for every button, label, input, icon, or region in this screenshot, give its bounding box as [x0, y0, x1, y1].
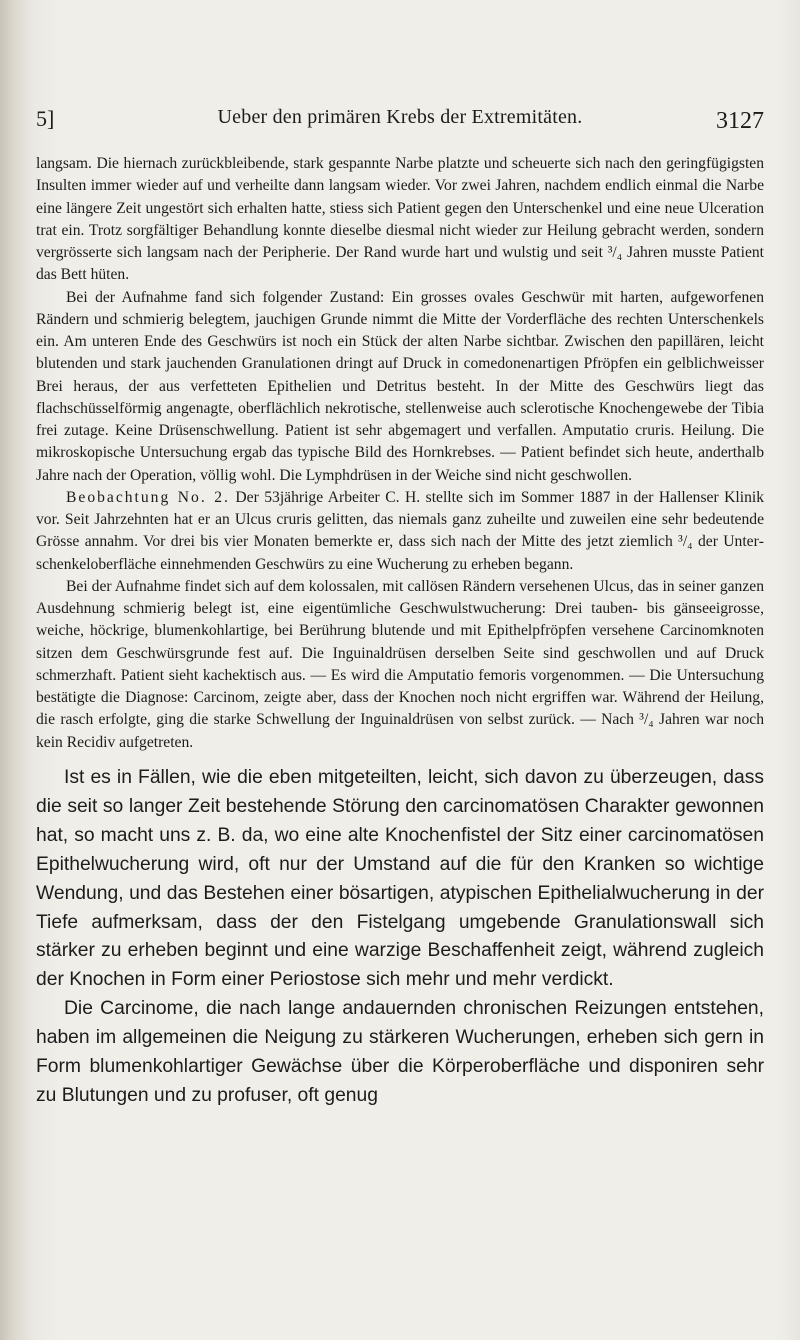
- paragraph-carcinomas: Die Carcinome, die nach lange andauernden chronischen Reizungen entstehen, haben im allgemeinen die Neigung zu stärkeren Wucherungen, erheben sich gern in Form blumenkohlartiger Gewächse über die Körperoberfläche und disponiren sehr zu Blutungen und zu profuser, oft genug: [36, 998, 764, 1106]
- paragraph-continuation: langsam. Die hiernach zurückbleibende, stark gespannte Narbe platzte und scheuerte sich nach den geringfügigsten Insulten immer wieder auf und verheilte dann langsam wieder. Vor zwei Jahren, nachdem endlich einmal die Narbe eine längere Zeit ungestört sich erhalten hatte, stiess sich Patient gegen den Unterschenkel und eine neue Ulceration trat ein. Trotz sorgfältiger Behandlung konnte dieselbe diesmal nicht wieder zur Heilung gebracht werden, sondern vergrösserte sich langsam nach der Peripherie. Der Rand wurde hart und wulstig und seit ³/₄ Jahren musste Patient das Bett hüten.: [36, 155, 764, 284]
- main-text: [36, 764, 764, 1111]
- observation-label: Beobachtung No. 2.: [66, 488, 230, 506]
- paragraph-admission: Bei der Aufnahme findet sich auf dem kolossalen, mit callösen Rändern versehenen Ulcus, das in seiner ganzen Ausdehnung schmierig belegt ist, eine eigentümliche Geschwulstwucherung: Drei tauben- bis gänseeigrosse, weiche, höckrige, blumenkohlartige, bei Berührung blutende und mit Epithelpfröpfen versehene Carcinomknoten sitzen dem Geschwürsgrunde fest auf. Die Inguinaldrüsen derselben Seite sind geschwollen und auf Druck schmerzhaft. Patient sieht kachektisch aus. — Es wird die Amputatio femoris vorgenommen. — Die Untersuchung bestätigte die Diagnose: Carcinom, zeigte aber, dass der Knochen noch nicht ergriffen war. Während der Heilung, die rasch erfolgte, ging die starke Schwellung der Inguinaldrüsen von selbst zurück. — Nach ³/₄ Jahren war noch kein Recidiv aufgetreten.: [36, 577, 764, 751]
- paragraph-findings: Bei der Aufnahme fand sich folgender Zustand: Ein grosses ovales Geschwür mit harten, aufgeworfenen Rändern und schmierig belegtem, jauchigen Grunde nimmt die Mitte der Vorderfläche des rechten Unterschenkels ein. Am unteren Ende des Geschwürs ist noch ein Stück der alten Narbe sichtbar. Zwischen den papillären, leicht blutenden und stark jauchenden Granulationen dringt auf Druck in comedonenartigen Pfröpfen ein gelblichweisser Brei heraus, der aus verfetteten Epithelien und Detritus besteht. In der Mitte des Geschwürs liegt das flachschüsselförmig angenagte, oberflächlich nekrotische, stellenweise auch sclerotische Knochengewebe der Tibia frei zutage. Keine Drüsenschwellung. Patient ist sehr abgemagert und verfallen. Amputatio cruris. Heilung. Die mikroskopische Untersuchung ergab das typische Bild des Hornkrebses. — Patient befindet sich heute, anderthalb Jahre nach der Operation, völlig wohl. Die Lymphdrüsen in der Weiche sind nicht geschwollen.: [36, 288, 764, 484]
- page-header: [36, 106, 764, 140]
- page-number: 3127: [716, 108, 764, 134]
- page-number-left: 5]: [36, 106, 55, 131]
- observation-text: Der 53jährige Arbeiter C. H. stellte sich im Sommer 1887 in der Hallenser Klinik vor. Seit Jahrzehnten hat er an Ulcus cruris gelitten, das niemals ganz zuheilte und zuweilen eine sehr bedeutende Grösse annahm. Vor drei bis vier Monaten bemerkte er, dass sich nach der Mitte des jetzt ziemlich ³/₄ der Unterschenkeloberfläche einnehmenden Geschwürs zu eine Wucherung zu erheben begann.: [36, 488, 764, 573]
- case-report-text: [36, 153, 764, 754]
- running-title: Ueber den primären Krebs der Extremitäten.: [217, 106, 583, 128]
- paragraph-discussion: Ist es in Fällen, wie die eben mitgeteilten, leicht, sich davon zu überzeugen, dass die seit so langer Zeit bestehende Störung den carcinomatösen Charakter gewonnen hat, so macht uns z. B. da, wo eine alte Knochenfistel der Sitz einer carcinomatösen Epithelwucherung wird, oft nur der Umstand auf die für den Kranken so wichtige Wendung, und das Bestehen einer bösartigen, atypischen Epithelialwucherung in der Tiefe aufmerksam, dass der den Fistelgang umgebende Granulationswall sich stärker zu erheben beginnt und eine warzige Beschaffenheit zeigt, während zugleich der Knochen in Form einer Periostose sich mehr und mehr verdickt.: [36, 767, 764, 991]
- paragraph-observation-2: [36, 487, 764, 576]
